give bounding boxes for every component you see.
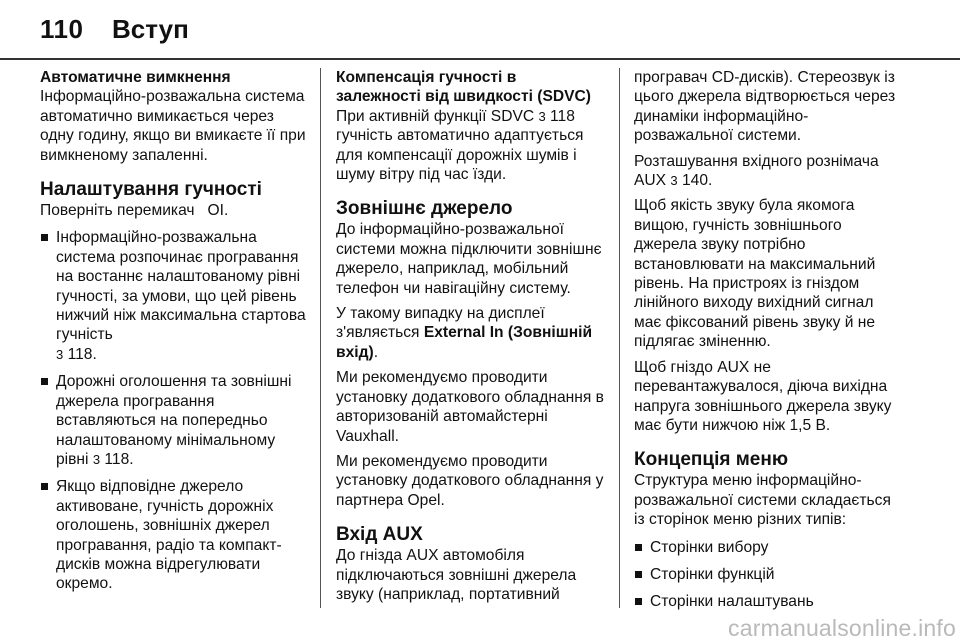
sound-quality-text: Щоб якість звуку була якомога вищою, гучність зовнішнього джерела звуку потрібно встановлювати на максимальний рівень. На пристроях із гніздом лінійного виходу вихідний сигнал має фіксований рівень звуку й не підлягає зміненню. (634, 197, 876, 351)
volume-bullets (40, 228, 308, 593)
sdvc-heading: Компенсація гучності в залежності від швидкості (SDVC) (336, 69, 591, 106)
list-item: Сторінки функцій (634, 565, 904, 584)
auto-off-heading: Автоматичне вимкнення (40, 69, 231, 86)
aux-continued-text: програвач CD-дисків). Стереозвук із цього джерела відтворюється через динаміки інформаційно-розважальної системи. (634, 69, 896, 145)
page-header (0, 0, 960, 60)
reference-arrow-icon: 3 (670, 173, 678, 189)
column-divider-2 (619, 68, 620, 608)
external-source-heading: Зовнішнє джерело (336, 198, 513, 220)
overload-text: Щоб гніздо AUX не перевантажувалося, діюча вихідна напруга зовнішнього джерела звуку має бути нижчою ніж 1,5 В. (634, 358, 892, 434)
column-3 (634, 68, 904, 620)
reference-arrow-icon: 3 (56, 346, 64, 362)
display-text: У такому випадку на дисплеї з'являється External In (Зовнішній вхід). (336, 305, 593, 361)
sdvc-text: При активній функції SDVC 3 118 гучність автоматично адаптується для компенсації дорожніх шумів і шуму вітру під час їзди. (336, 107, 584, 184)
external-source-text: До інформаційно-розважальної системи можна підключити зовнішнє джерело, наприклад, мобільний телефон чи навігаційну систему. (336, 221, 602, 297)
list-item: Якщо відповідне джерело активоване, гучність дорожніх оголошень, зовнішніх джерел програвання, радіо та компакт-дисків можна відрегулювати окремо. (40, 477, 308, 593)
watermark: carmanualsonline.info (728, 615, 956, 641)
column-divider-1 (320, 68, 321, 608)
page-title: Вступ (112, 14, 189, 44)
auto-off-text: Інформаційно-розважальна система автоматично вимикається через одну годину, якщо ви вмикаєте її при вимкненому запаленні. (40, 88, 306, 164)
page-reference[interactable]: 118. (104, 450, 134, 468)
recommend-opel: Ми рекомендуємо проводити установку додаткового обладнання у партнера Opel. (336, 452, 604, 509)
column-1 (40, 68, 308, 602)
menu-concept-text: Структура меню інформаційно-розважальної системи складається із сторінок меню різних типів: (634, 472, 891, 529)
menu-concept-heading: Концепція меню (634, 449, 789, 471)
list-item: Сторінки налаштувань (634, 592, 904, 611)
reference-arrow-icon: 3 (538, 108, 546, 124)
list-item: Інформаційно-розважальна система розпочинає програвання на востаннє налаштованому рівні гучності, за умови, що цей рівень нижчий ніж максимальна стартова гучність 3 118. (40, 228, 308, 364)
page-reference[interactable]: 140. (682, 172, 713, 190)
display-message: External In (Зовнішній вхід) (336, 324, 593, 361)
recommend-vauxhall: Ми рекомендуємо проводити установку додаткового обладнання в авторизованій автомайстерні Vauxhall. (336, 369, 604, 445)
aux-heading: Вхід AUX (336, 524, 423, 546)
volume-intro: Поверніть перемикач OI. (40, 202, 229, 220)
page-number: 110 (40, 14, 84, 44)
column-2 (336, 68, 604, 610)
volume-heading: Налаштування гучності (40, 179, 262, 201)
reference-arrow-icon: 3 (92, 451, 101, 467)
menu-types-list (634, 538, 904, 612)
header-divider (0, 58, 960, 60)
list-item: Сторінки вибору (634, 538, 904, 557)
page-reference[interactable]: 118. (67, 345, 97, 363)
aux-text: До гнізда AUX автомобіля підключаються зовнішні джерела звуку (наприклад, портативний (336, 547, 577, 603)
list-item: Дорожні оголошення та зовнішні джерела програвання вставляються на попередньо налаштованому мінімальному рівні 3 118. (40, 372, 308, 469)
aux-location-text: Розташування вхідного рознімача AUX 3 140. (634, 152, 879, 190)
